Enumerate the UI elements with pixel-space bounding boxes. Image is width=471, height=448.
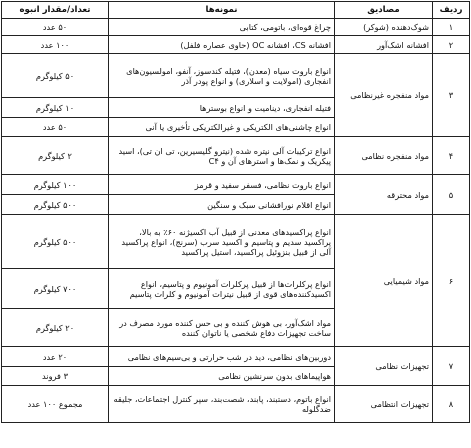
header-quantity: تعداد/مقدار انبوه <box>2 2 109 19</box>
row-quantity: ۲۰ کیلوگرم <box>2 309 109 347</box>
row-number: ۴ <box>433 137 470 175</box>
row-quantity: ۲ کیلوگرم <box>2 137 109 175</box>
row-examples: دوربین‌های نظامی، دید در شب حرارتی و بی‌سیم‌های نظامی <box>109 347 335 367</box>
row-examples: افشانه CS، افشانه OC (حاوی عصاره فلفل) <box>109 36 335 54</box>
regulated-items-table <box>1 1 470 423</box>
row-number: ۷ <box>433 347 470 386</box>
header-examples: نمونه‌ها <box>109 2 335 19</box>
row-examples: انواع باتوم، دستبند، پابند، شصت‌بند، سپر کنترل اجتماعات، جلیقه ضدگلوله <box>109 386 335 423</box>
row-category: مواد محترقه <box>335 175 433 215</box>
row-quantity: ۱۰۰ کیلوگرم <box>2 175 109 195</box>
row-number: ۱ <box>433 19 470 36</box>
row-quantity: ۵۰ کیلوگرم <box>2 54 109 98</box>
row-quantity: ۲۰ عدد <box>2 347 109 367</box>
row-examples: چراغ قوه‌ای، باتومی، کتابی <box>109 19 335 36</box>
row-quantity: ۵۰ عدد <box>2 118 109 137</box>
row-category: تجهیزات نظامی <box>335 347 433 386</box>
row-quantity: ۳ فروند <box>2 367 109 386</box>
row-quantity: ۷۰۰ کیلوگرم <box>2 269 109 309</box>
row-examples: مواد اشک‌آور، بی هوش کننده و بی حس کننده مورد مصرف در ساخت تجهیزات دفاع شخصی یا ناتوان کننده <box>109 309 335 347</box>
row-quantity: مجموع ۱۰۰ عدد <box>2 386 109 423</box>
row-category: مواد منفجره غیرنظامی <box>335 54 433 137</box>
row-examples: انواع چاشنی‌های الکتریکی و غیرالکتریکی تأخیری یا آنی <box>109 118 335 137</box>
row-examples: هواپیماهای بدون سرنشین نظامی <box>109 367 335 386</box>
row-category: مواد شیمیایی <box>335 215 433 347</box>
header-category: مصادیق <box>335 2 433 19</box>
row-quantity: ۵۰۰ کیلوگرم <box>2 215 109 269</box>
row-category: شوک‌دهنده (شوکر) <box>335 19 433 36</box>
table-header-row <box>2 2 470 19</box>
row-number: ۲ <box>433 36 470 54</box>
row-number: ۵ <box>433 175 470 215</box>
table-row <box>2 215 470 269</box>
row-quantity: ۵۰ عدد <box>2 19 109 36</box>
header-row-number: ردیف <box>433 2 470 19</box>
table-row <box>2 137 470 175</box>
table-row <box>2 347 470 367</box>
row-quantity: ۱۰۰ عدد <box>2 36 109 54</box>
row-examples: انواع باروت نظامی، فسفر سفید و قرمز <box>109 175 335 195</box>
row-examples: انواع اقلام نورافشانی سبک و سنگین <box>109 195 335 215</box>
table-row <box>2 386 470 423</box>
row-category: افشانه اشک‌آور <box>335 36 433 54</box>
table-row <box>2 36 470 54</box>
row-number: ۸ <box>433 386 470 423</box>
table-row <box>2 54 470 98</box>
row-number: ۳ <box>433 54 470 137</box>
row-quantity: ۱۰ کیلوگرم <box>2 98 109 118</box>
row-examples: انواع پرکلرات‌ها از قبیل پرکلرات آمونیوم و پتاسیم، انواع اکسیدکننده‌های قوی از قبیل نیترات آمونیوم و کلرات پتاسیم <box>109 269 335 309</box>
row-examples: انواع ترکیبات آلی نیتره شده (نیترو گلیسیرین، تی ان تی)، اسید پیکریک و نمک‌ها و استرهای آن و C۴ <box>109 137 335 175</box>
row-category: تجهیزات انتظامی <box>335 386 433 423</box>
row-number: ۶ <box>433 215 470 347</box>
table-row <box>2 175 470 195</box>
row-examples: فتیله انفجاری، دینامیت و انواع بوسترها <box>109 98 335 118</box>
table-row <box>2 19 470 36</box>
row-category: مواد منفجره نظامی <box>335 137 433 175</box>
row-examples: انواع باروت سیاه (معدن)، فتیله کندسوز، آنفو، امولسیون‌های انفجاری (امولایت و اسلاری) و انواع پودر آذر <box>109 54 335 98</box>
row-examples: انواع پراکسیدهای معدنی از قبیل آب اکسیژنه ۶۰٪ به بالا، پراکسید سدیم و پتاسیم و اکسید سرب (سرنج)، انواع پراکسید آلی از قبیل بنزوئیل پراکسید، استیل پراکسید <box>109 215 335 269</box>
row-quantity: ۵۰۰ کیلوگرم <box>2 195 109 215</box>
